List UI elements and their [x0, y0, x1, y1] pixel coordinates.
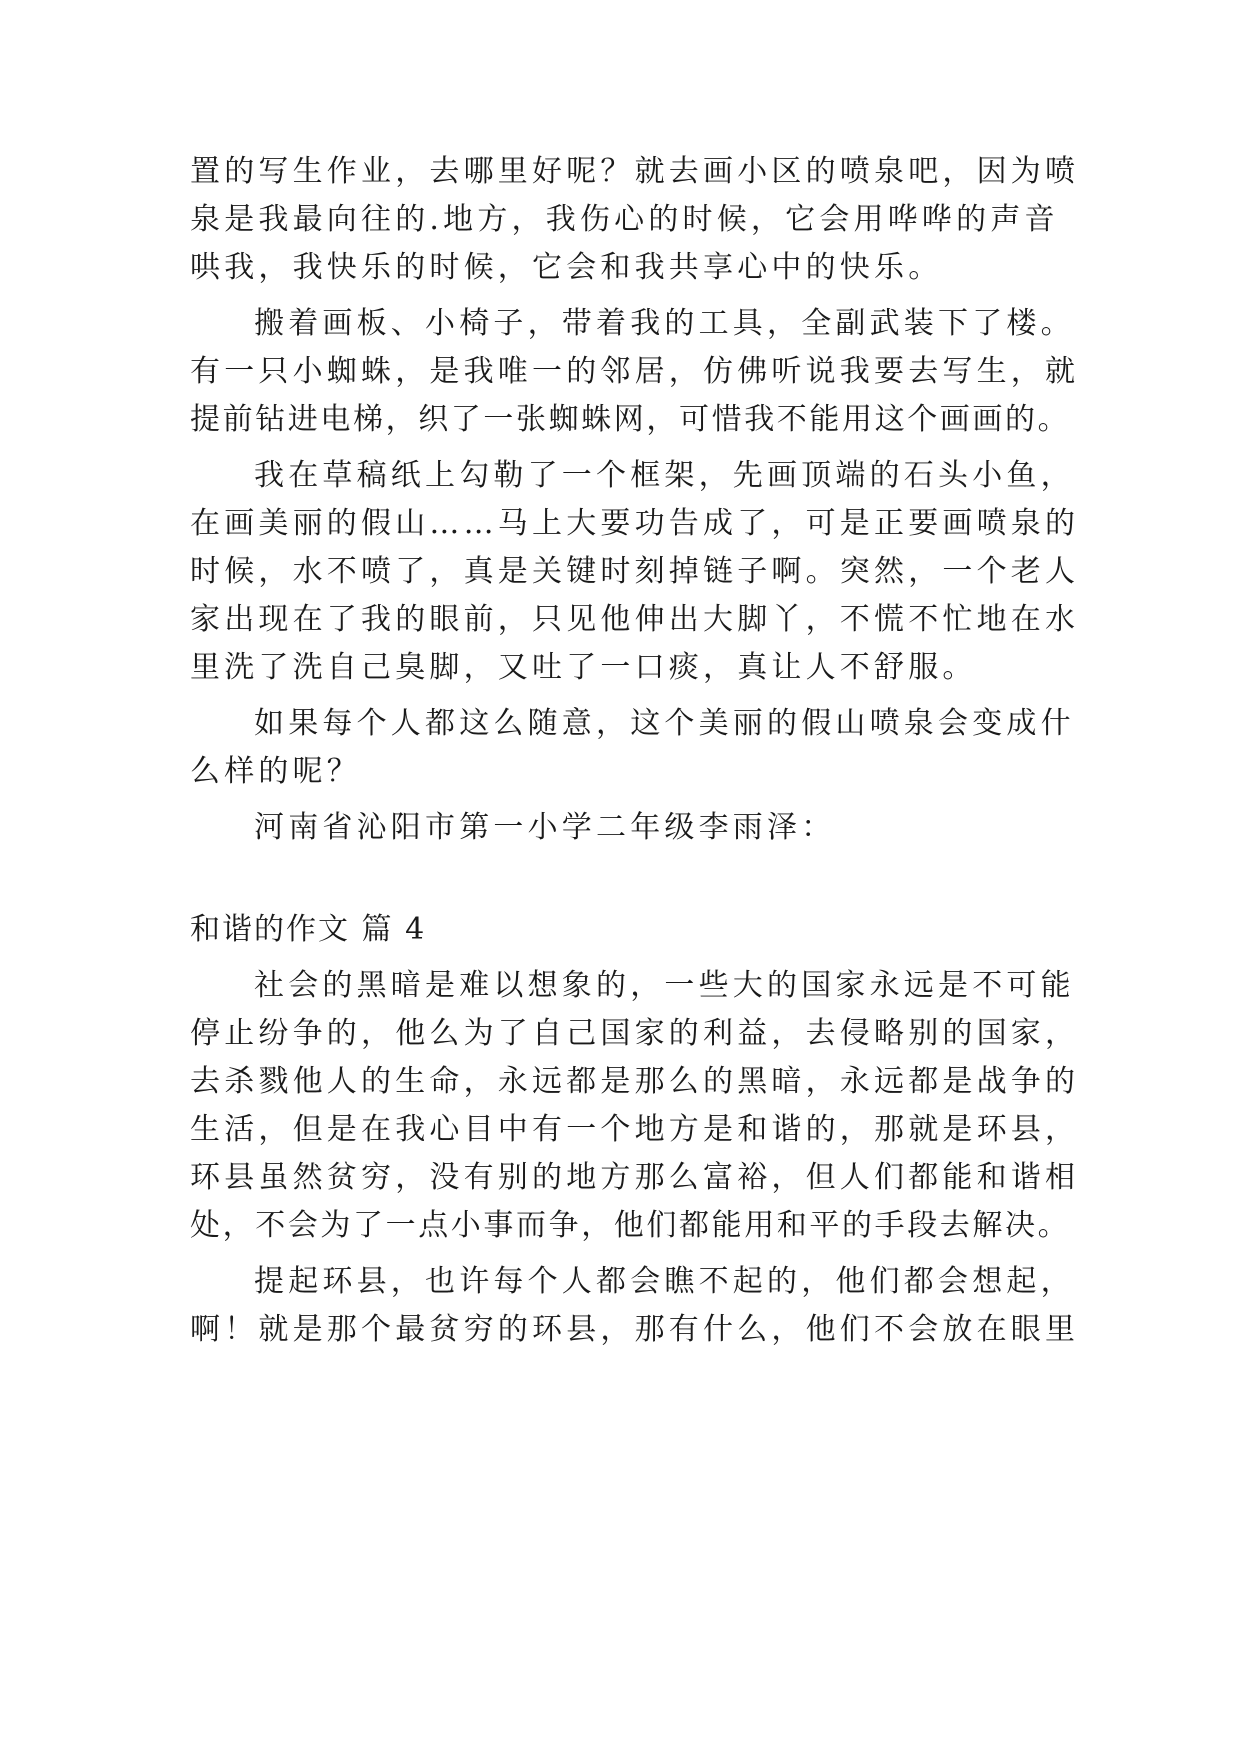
text-line: 停止纷争的，他么为了自己国家的利益，去侵略别的国家， — [190, 1016, 1080, 1051]
text-line: 家出现在了我的眼前，只见他伸出大脚丫，不慌不忙地在水 — [190, 602, 1080, 637]
text-line: 去杀戮他人的生命，永远都是那么的黑暗，永远都是战争的 — [190, 1064, 1080, 1099]
text-line: 处，不会为了一点小事而争，他们都能用和平的手段去解决。 — [190, 1208, 1071, 1243]
text-line: 搬着画板、小椅子，带着我的工具，全副武装下了楼。 — [254, 306, 1075, 341]
text-line: 河南省沁阳市第一小学二年级李雨泽： — [254, 810, 836, 845]
text-line: 啊！就是那个最贫穷的环县，那有什么，他们不会放在眼里 — [190, 1312, 1080, 1347]
text-line: 哄我，我快乐的时候，它会和我共享心中的快乐。 — [190, 250, 943, 285]
text-line: 如果每个人都这么随意，这个美丽的假山喷泉会变成什 — [254, 706, 1075, 741]
text-line: 置的写生作业，去哪里好呢？就去画小区的喷泉吧，因为喷 — [190, 154, 1080, 189]
text-line: 社会的黑暗是难以想象的，一些大的国家永远是不可能 — [254, 968, 1075, 1003]
text-line: 提起环县，也许每个人都会瞧不起的，他们都会想起， — [254, 1264, 1075, 1299]
text-line: 泉是我最向往的.地方，我伤心的时候，它会用哗哗的声音 — [190, 202, 1059, 237]
text-line: 环县虽然贫穷，没有别的地方那么富裕，但人们都能和谐相 — [190, 1160, 1080, 1195]
text-line: 在画美丽的假山……马上大要功告成了，可是正要画喷泉的 — [190, 506, 1080, 541]
text-line: 提前钻进电梯，织了一张蜘蛛网，可惜我不能用这个画画的。 — [190, 402, 1071, 437]
text-line: 时候，水不喷了，真是关键时刻掉链子啊。突然，一个老人 — [190, 554, 1080, 589]
section-heading: 和谐的作文 篇 4 — [190, 912, 427, 947]
text-line: 里洗了洗自己臭脚，又吐了一口痰，真让人不舒服。 — [190, 650, 977, 685]
text-line: 我在草稿纸上勾勒了一个框架，先画顶端的石头小鱼， — [254, 458, 1075, 493]
text-line: 有一只小蜘蛛，是我唯一的邻居，仿佛听说我要去写生，就 — [190, 354, 1080, 389]
text-line: 么样的呢？ — [190, 754, 361, 789]
text-line: 生活，但是在我心目中有一个地方是和谐的，那就是环县， — [190, 1112, 1080, 1147]
